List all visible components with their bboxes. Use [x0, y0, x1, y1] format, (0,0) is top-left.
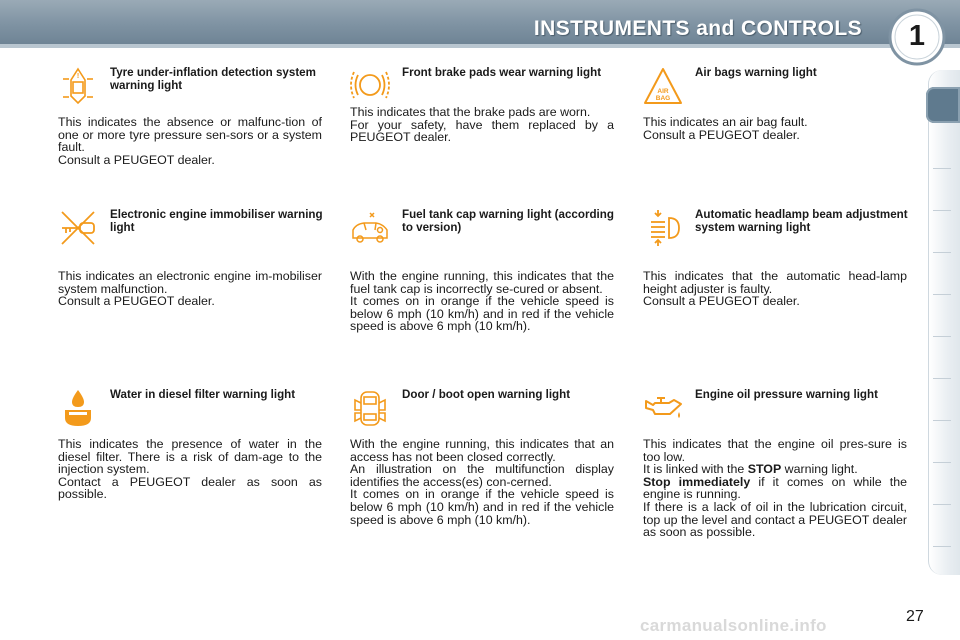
warning-light-description: This indicates that the brake pads are worn. For your safety, have them replaced by a PEUGEOT dealer. [350, 105, 614, 145]
tyre-pressure-warning-icon [58, 66, 98, 106]
air-bag-warning-icon [643, 66, 683, 106]
warning-light-title: Fuel tank cap warning light (according to version) [402, 208, 614, 234]
warning-light-description: This indicates the absence or malfunc-tion of one or more tyre pressure sen-sors or a system fault. Consult a PEUGEOT dealer. [58, 115, 322, 167]
chapter-tab-active[interactable] [926, 87, 960, 123]
page-number: 27 [906, 608, 924, 625]
warning-light-title: Tyre under-inflation detection system warning light [110, 66, 316, 92]
warning-light-title: Engine oil pressure warning light [695, 388, 878, 401]
door-boot-open-warning-icon [350, 388, 390, 428]
chapter-badge [888, 8, 946, 66]
warning-light-title: Electronic engine immobiliser warning light [110, 208, 323, 234]
warning-light-title: Door / boot open warning light [402, 388, 571, 401]
warning-light-description: This indicates the presence of water in the diesel filter. There is a risk of dam-age to the injection system. Contact a PEUGEOT dealer as soon as possible. [58, 437, 322, 502]
warning-light-description: This indicates that the engine oil pres-sure is too low. It is linked with the STOP warning light. Stop immediately if it comes on while the engine is running. If there is a lack of oil in the lubrication circuit, top up the level and contact a PEUGEOT dealer as soon as possible. [643, 437, 908, 540]
warning-light-title: Front brake pads wear warning light [402, 66, 602, 79]
svg-text:BAG: BAG [655, 95, 671, 102]
page-header [0, 0, 960, 50]
svg-text:!: ! [76, 73, 80, 80]
header-strip [0, 44, 960, 48]
fuel-tank-cap-warning-icon [350, 208, 390, 248]
chapter-number: 1 [908, 20, 926, 52]
chapter-tab-rail [928, 70, 960, 575]
warning-light-description: This indicates that the automatic head-lamp height adjuster is faulty. Consult a PEUGEOT dealer. [643, 269, 907, 309]
engine-oil-pressure-warning-icon [643, 388, 683, 428]
headlamp-adjustment-warning-icon [643, 208, 683, 248]
engine-immobiliser-warning-icon [58, 208, 98, 248]
warning-light-description: This indicates an air bag fault. Consult a PEUGEOT dealer. [643, 115, 808, 142]
water-in-diesel-warning-icon [58, 388, 98, 428]
watermark: carmanualsonline.info [640, 616, 827, 635]
warning-light-description: This indicates an electronic engine im-mobiliser system malfunction. Consult a PEUGEOT dealer. [58, 269, 322, 309]
page-title: INSTRUMENTS and CONTROLS [533, 17, 862, 40]
warning-light-description: With the engine running, this indicates that an access has not been closed correctly. An illustration on the multifunction display identifies the access(es) con-cerned. It comes on in orange if the vehicle speed is below 6 mph (10 km/h) and in red if the vehicle speed is above 6 mph (10 km/h). [350, 437, 614, 527]
svg-text:AIR: AIR [657, 88, 669, 95]
warning-light-title: Water in diesel filter warning light [110, 388, 296, 401]
warning-light-title: Air bags warning light [695, 66, 817, 79]
warning-light-description: With the engine running, this indicates that the fuel tank cap is incorrectly se-cured or absent. It comes on in orange if the vehicle speed is below 6 mph (10 km/h) and in red if the vehicle speed is above 6 mph (10 km/h). [350, 269, 614, 334]
brake-pads-warning-icon [350, 66, 390, 106]
warning-light-title: Automatic headlamp beam adjustment system warning light [695, 208, 908, 234]
